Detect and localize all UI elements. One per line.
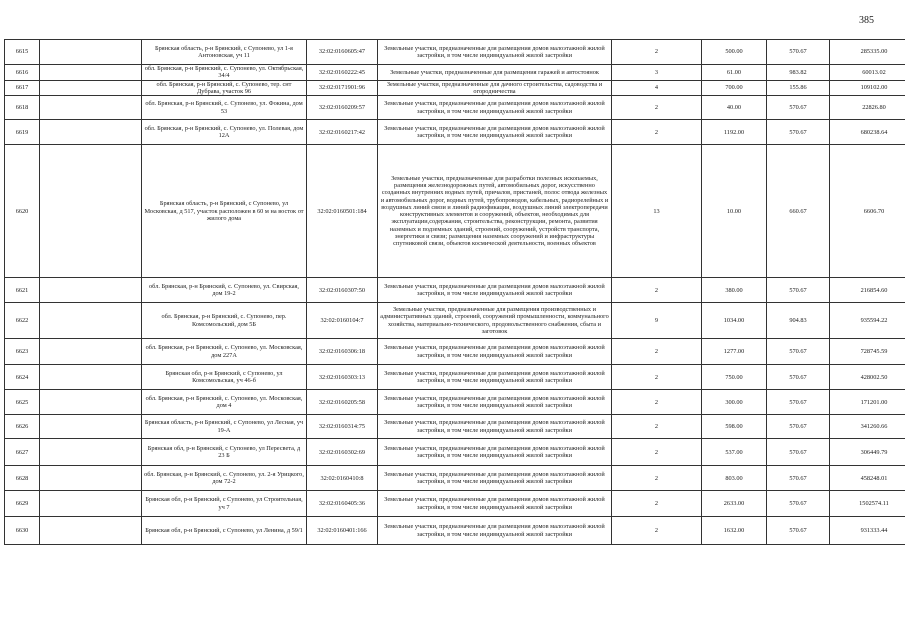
record-number-cell: 6624 (5, 365, 40, 390)
empty-cell (40, 303, 142, 339)
address-cell: обл. Брянская, р-н Брянский, с. Супонево, ул. 2-я Урицкого, дом 72-2 (142, 466, 307, 491)
land-use-cell: Земельные участки, предназначенные для размещения домов малоэтажной жилой застройки, в том числе индивидуальной жилой застройки (378, 466, 612, 491)
table-row (5, 145, 905, 278)
empty-cell (40, 365, 142, 390)
area-cell: 61.00 (702, 65, 767, 81)
area-cell: 300.00 (702, 390, 767, 415)
empty-cell (40, 278, 142, 303)
cadastral-number-cell: 32:02:0160314:75 (307, 415, 378, 439)
specific-value-cell: 570.67 (767, 390, 830, 415)
use-group-cell: 4 (612, 80, 702, 96)
use-group-cell: 3 (612, 65, 702, 81)
cadastral-number-cell: 32:02:0171901:96 (307, 80, 378, 96)
cadastral-number-cell: 32:02:0160307:50 (307, 278, 378, 303)
cadastral-value-table (4, 39, 905, 545)
specific-value-cell: 570.67 (767, 491, 830, 517)
page-number: 385 (859, 15, 874, 26)
address-cell: обл. Брянская, р-н Брянский, с. Супонево, ул. Фокина, дом 53 (142, 96, 307, 120)
cadastral-number-cell: 32:02:0160605:47 (307, 40, 378, 65)
use-group-cell: 2 (612, 278, 702, 303)
empty-cell (40, 339, 142, 365)
cadastral-value-cell: 428002.50 (830, 365, 905, 390)
cadastral-value-cell: 60013.02 (830, 65, 905, 81)
empty-cell (40, 96, 142, 120)
cadastral-value-cell: 22826.80 (830, 96, 905, 120)
address-cell: обл. Брянская, р-н Брянский, с. Супонево, ул. Октябрьская, 34/4 (142, 65, 307, 81)
specific-value-cell: 570.67 (767, 517, 830, 545)
area-cell: 803.00 (702, 466, 767, 491)
cadastral-number-cell: 32:02:0160205:58 (307, 390, 378, 415)
area-cell: 1034.00 (702, 303, 767, 339)
record-number-cell: 6621 (5, 278, 40, 303)
cadastral-number-cell: 32:02:0160222:45 (307, 65, 378, 81)
area-cell: 2633.00 (702, 491, 767, 517)
use-group-cell: 2 (612, 96, 702, 120)
cadastral-number-cell: 32:02:0160410:8 (307, 466, 378, 491)
empty-cell (40, 80, 142, 96)
address-cell: обл. Брянская, р-н Брянский, с. Супонево, ул. Московская, дом 227А (142, 339, 307, 365)
area-cell: 1632.00 (702, 517, 767, 545)
specific-value-cell: 570.67 (767, 439, 830, 466)
record-number-cell: 6619 (5, 120, 40, 145)
table-row (5, 96, 905, 120)
cadastral-value-cell: 931333.44 (830, 517, 905, 545)
table-row (5, 517, 905, 545)
empty-cell (40, 120, 142, 145)
table-row (5, 439, 905, 466)
record-number-cell: 6628 (5, 466, 40, 491)
address-cell: обл. Брянская, р-н Брянский, с. Супонево, ул. Полевая, дом 12А (142, 120, 307, 145)
use-group-cell: 2 (612, 365, 702, 390)
address-cell: Брянская обл, р-н Брянский, с Супонево, ул Пересвета, д 23 Б (142, 439, 307, 466)
address-cell: Брянская область, р-н Брянский, с Супонево, ул Лесная, уч 19-А (142, 415, 307, 439)
record-number-cell: 6627 (5, 439, 40, 466)
empty-cell (40, 439, 142, 466)
land-use-cell: Земельные участки, предназначенные для размещения домов малоэтажной жилой застройки, в том числе индивидуальной жилой застройки (378, 491, 612, 517)
cadastral-value-cell: 285335.00 (830, 40, 905, 65)
empty-cell (40, 466, 142, 491)
table-row (5, 390, 905, 415)
cadastral-number-cell: 32:02:0160302:69 (307, 439, 378, 466)
empty-cell (40, 491, 142, 517)
specific-value-cell: 983.82 (767, 65, 830, 81)
land-use-cell: Земельные участки, предназначенные для размещения домов малоэтажной жилой застройки, в том числе индивидуальной жилой застройки (378, 339, 612, 365)
address-cell: обл. Брянская, р-н Брянский, с. Супонево, ул. Свирская, дом 19-2 (142, 278, 307, 303)
area-cell: 500.00 (702, 40, 767, 65)
land-use-cell: Земельные участки, предназначенные для размещения домов малоэтажной жилой застройки, в том числе индивидуальной жилой застройки (378, 120, 612, 145)
record-number-cell: 6618 (5, 96, 40, 120)
address-cell: Брянская обл, р-н Брянский, с Супонево, ул Комсомольская, уч 46-б (142, 365, 307, 390)
area-cell: 380.00 (702, 278, 767, 303)
table-row (5, 466, 905, 491)
area-cell: 10.00 (702, 145, 767, 278)
cadastral-value-cell: 306449.79 (830, 439, 905, 466)
address-cell: обл. Брянская, р-н Брянский, с. Супонево, ул. Московская, дом 4 (142, 390, 307, 415)
empty-cell (40, 390, 142, 415)
cadastral-value-cell: 216854.60 (830, 278, 905, 303)
cadastral-number-cell: 32:02:0160104:7 (307, 303, 378, 339)
land-use-cell: Земельные участки, предназначенные для размещения домов малоэтажной жилой застройки, в том числе индивидуальной жилой застройки (378, 365, 612, 390)
cadastral-value-cell: 6606.70 (830, 145, 905, 278)
cadastral-value-cell: 935594.22 (830, 303, 905, 339)
cadastral-value-cell: 458248.01 (830, 466, 905, 491)
record-number-cell: 6617 (5, 80, 40, 96)
table-row (5, 278, 905, 303)
land-use-cell: Земельные участки, предназначенные для размещения домов малоэтажной жилой застройки, в том числе индивидуальной жилой застройки (378, 96, 612, 120)
area-cell: 1192.00 (702, 120, 767, 145)
land-use-cell: Земельные участки, предназначенные для размещения домов малоэтажной жилой застройки, в том числе индивидуальной жилой застройки (378, 40, 612, 65)
record-number-cell: 6625 (5, 390, 40, 415)
cadastral-number-cell: 32:02:0160401:166 (307, 517, 378, 545)
table-body (5, 40, 905, 545)
cadastral-number-cell: 32:02:0160501:184 (307, 145, 378, 278)
use-group-cell: 2 (612, 390, 702, 415)
table-row (5, 40, 905, 65)
record-number-cell: 6630 (5, 517, 40, 545)
cadastral-value-cell: 341260.66 (830, 415, 905, 439)
specific-value-cell: 570.67 (767, 120, 830, 145)
record-number-cell: 6623 (5, 339, 40, 365)
use-group-cell: 2 (612, 491, 702, 517)
use-group-cell: 2 (612, 415, 702, 439)
record-number-cell: 6622 (5, 303, 40, 339)
specific-value-cell: 570.67 (767, 278, 830, 303)
cadastral-value-cell: 680238.64 (830, 120, 905, 145)
specific-value-cell: 570.67 (767, 96, 830, 120)
table-row (5, 65, 905, 81)
use-group-cell: 2 (612, 517, 702, 545)
table-row (5, 415, 905, 439)
empty-cell (40, 40, 142, 65)
address-cell: Брянская область, р-н Брянский, с Супонево, ул Московская, д 517, участок расположен в 60 м на восток от жилого дома (142, 145, 307, 278)
record-number-cell: 6615 (5, 40, 40, 65)
area-cell: 537.00 (702, 439, 767, 466)
cadastral-value-cell: 171201.00 (830, 390, 905, 415)
use-group-cell: 2 (612, 339, 702, 365)
cadastral-value-cell: 109102.00 (830, 80, 905, 96)
empty-cell (40, 65, 142, 81)
cadastral-number-cell: 32:02:0160405:36 (307, 491, 378, 517)
land-use-cell: Земельные участки, предназначенные для разработки полезных ископаемых, размещения железнодорожных путей, автомобильных дорог, искусственно созданных внутренних водных путей, причалов, пристаней, полос отвода железных и автомобильных дорог, водных путей, трубопроводов, кабельных, радиорелейных и воздушных линий связи и линий радиофикации, воздушных линий электропередачи конструктивных элементов и сооружений, объектов, необходимых для эксплуатации,содержания, строительства, реконструкции, ремонта, развития наземных и подземных зданий, строений, сооружений, устройств транспорта, энергетики и связи; размещения наземных сооружений и инфраструктуры спутниковой связи, объектов космической деятельности, военных объектов (378, 145, 612, 278)
specific-value-cell: 904.83 (767, 303, 830, 339)
table-row (5, 491, 905, 517)
table-row (5, 303, 905, 339)
use-group-cell: 2 (612, 120, 702, 145)
record-number-cell: 6616 (5, 65, 40, 81)
area-cell: 750.00 (702, 365, 767, 390)
use-group-cell: 2 (612, 439, 702, 466)
land-use-cell: Земельные участки, предназначенные для размещения домов малоэтажной жилой застройки, в том числе индивидуальной жилой застройки (378, 415, 612, 439)
record-number-cell: 6629 (5, 491, 40, 517)
empty-cell (40, 145, 142, 278)
use-group-cell: 13 (612, 145, 702, 278)
table-row (5, 120, 905, 145)
table-row (5, 80, 905, 96)
land-use-cell: Земельные участки, предназначенные для размещения домов малоэтажной жилой застройки, в том числе индивидуальной жилой застройки (378, 390, 612, 415)
cadastral-value-cell: 728745.59 (830, 339, 905, 365)
cadastral-number-cell: 32:02:0160209:57 (307, 96, 378, 120)
specific-value-cell: 570.67 (767, 40, 830, 65)
use-group-cell: 2 (612, 466, 702, 491)
specific-value-cell: 570.67 (767, 415, 830, 439)
land-use-cell: Земельные участки, предназначенные для размещения домов малоэтажной жилой застройки, в том числе индивидуальной жилой застройки (378, 439, 612, 466)
address-cell: Брянская обл, р-н Брянский, с Супонево, ул Строительная, уч 7 (142, 491, 307, 517)
specific-value-cell: 155.86 (767, 80, 830, 96)
land-use-cell: Земельные участки, предназначенные для размещения гаражей и автостоянок (378, 65, 612, 81)
table-row (5, 365, 905, 390)
use-group-cell: 2 (612, 40, 702, 65)
land-use-cell: Земельные участки, предназначенные для размещения домов малоэтажной жилой застройки, в том числе индивидуальной жилой застройки (378, 278, 612, 303)
land-use-cell: Земельные участки, предназначенные для размещения производственных и административных зданий, строений, сооружений промышленности, коммунального хозяйства, материально-технического, продовольственного снабжения, сбыта и заготовок (378, 303, 612, 339)
area-cell: 40.00 (702, 96, 767, 120)
cadastral-number-cell: 32:02:0160306:18 (307, 339, 378, 365)
land-use-cell: Земельные участки, предназначенные для дачного строительства, садоводства и огородничества (378, 80, 612, 96)
address-cell: Брянская область, р-н Брянский, с Супонево, ул 1-я Антоновская, уч 11 (142, 40, 307, 65)
cadastral-value-cell: 1502574.11 (830, 491, 905, 517)
specific-value-cell: 570.67 (767, 365, 830, 390)
cadastral-number-cell: 32:02:0160303:13 (307, 365, 378, 390)
specific-value-cell: 660.67 (767, 145, 830, 278)
record-number-cell: 6626 (5, 415, 40, 439)
empty-cell (40, 415, 142, 439)
address-cell: Брянская обл, р-н Брянский, с Супонево, ул Ленина, д 59/1 (142, 517, 307, 545)
specific-value-cell: 570.67 (767, 466, 830, 491)
address-cell: обл. Брянская, р-н Брянский, с. Супонево, тер. снт Дубрава, участок 96 (142, 80, 307, 96)
use-group-cell: 9 (612, 303, 702, 339)
cadastral-number-cell: 32:02:0160217:42 (307, 120, 378, 145)
address-cell: обл. Брянская, р-н Брянский, с. Супонево, пер. Комсомольский, дом 5Б (142, 303, 307, 339)
empty-cell (40, 517, 142, 545)
area-cell: 1277.00 (702, 339, 767, 365)
table-row (5, 339, 905, 365)
area-cell: 700.00 (702, 80, 767, 96)
specific-value-cell: 570.67 (767, 339, 830, 365)
land-use-cell: Земельные участки, предназначенные для размещения домов малоэтажной жилой застройки, в том числе индивидуальной жилой застройки (378, 517, 612, 545)
area-cell: 598.00 (702, 415, 767, 439)
record-number-cell: 6620 (5, 145, 40, 278)
